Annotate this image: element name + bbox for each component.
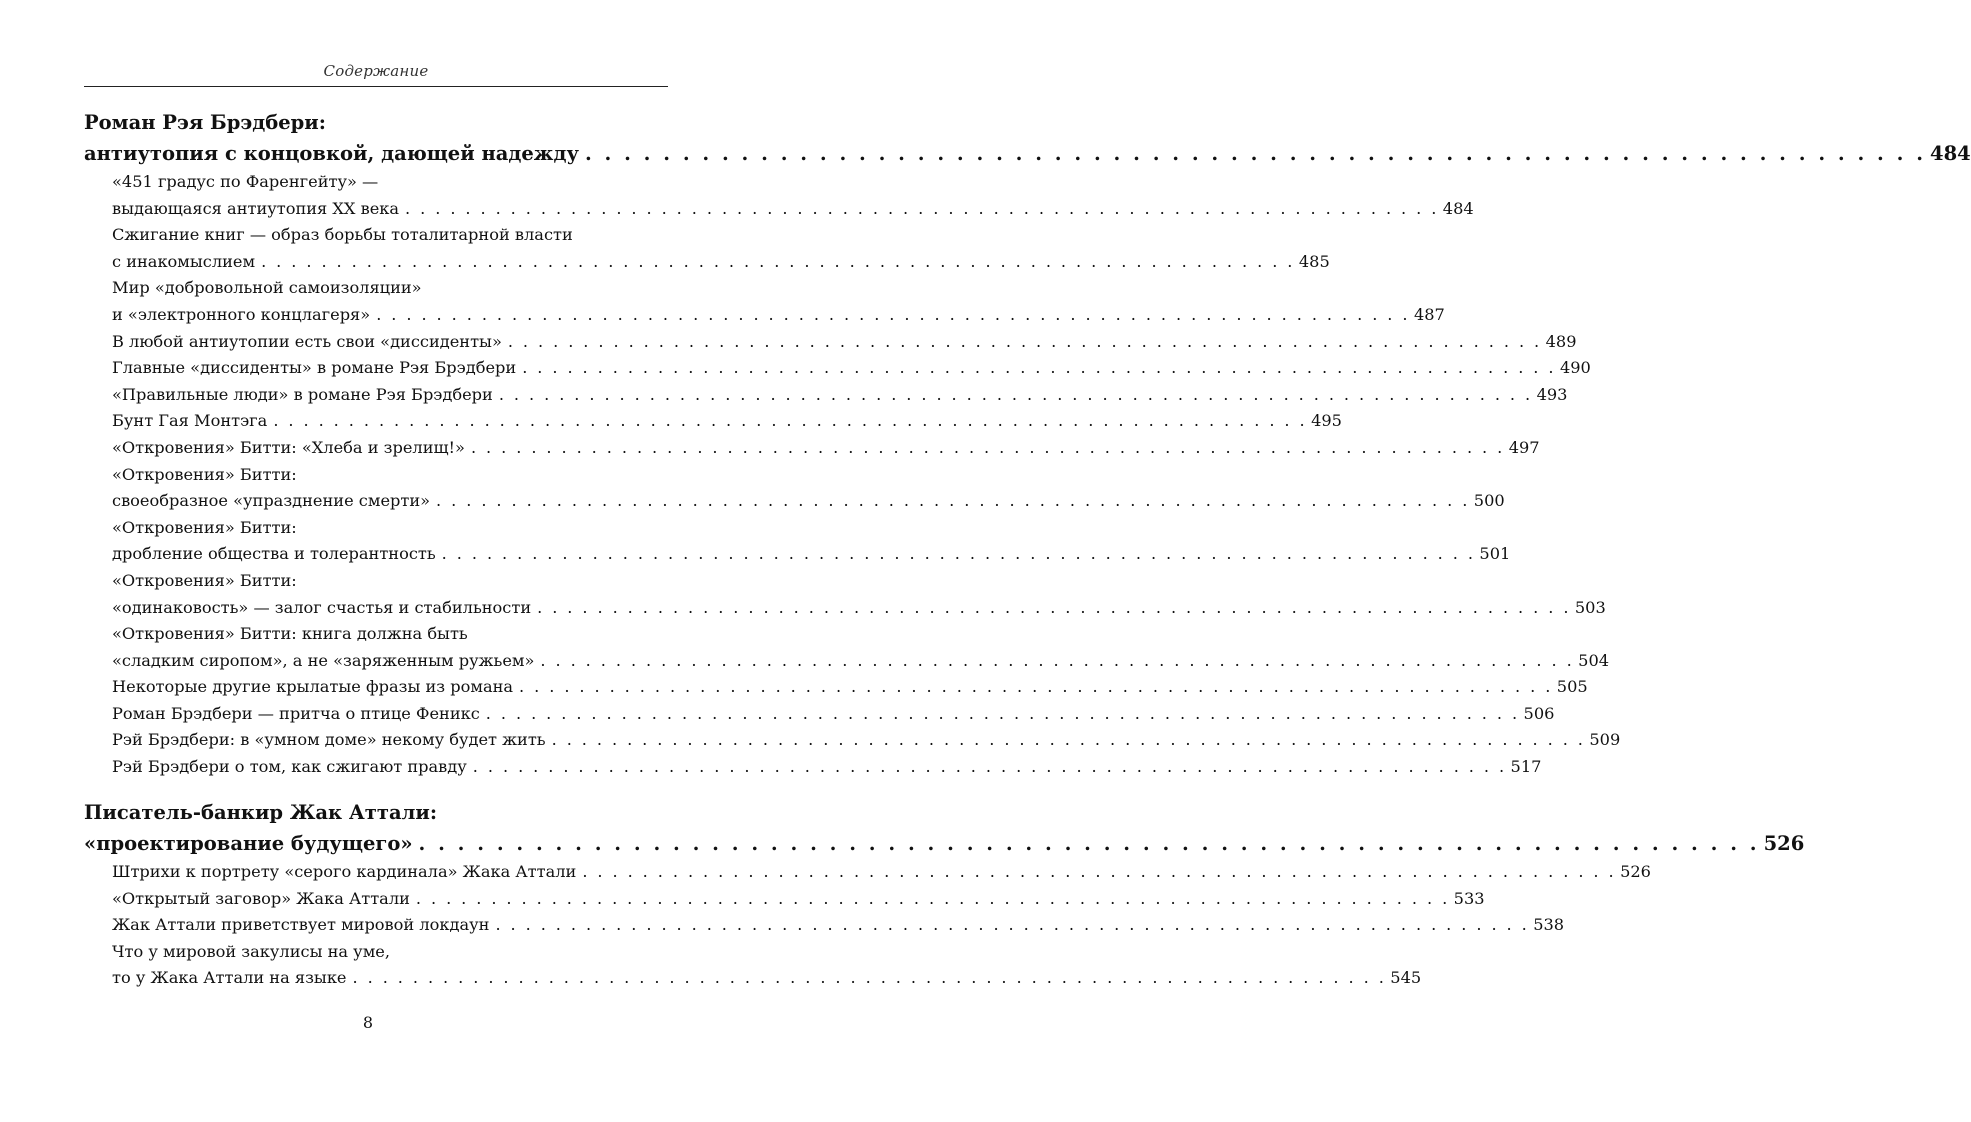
toc-entry-line: [112, 382, 1568, 409]
dot-leader: . . . . . . . . . . . . . . . . . . . . . . . . . . . . . . . . . . . . . . . . . . . . . . . . . . . . . . . . . . . . . . . . . . . . .: [584, 142, 1927, 165]
chapter-heading-text: «проектирование будущего»: [84, 832, 413, 855]
toc-entry-line: [112, 595, 1606, 622]
toc-entry-line: [112, 886, 1485, 913]
dot-leader: . . . . . . . . . . . . . . . . . . . . . . . . . . . . . . . . . . . . . . . . . . . . . . . . . . . . . . . . . . . . . . . . . . . . .: [405, 198, 1439, 218]
toc-entry: [84, 859, 1651, 886]
toc-entry-line: [112, 621, 668, 648]
toc-entry: [84, 939, 1422, 992]
toc-entry: [84, 408, 1342, 435]
chapter-heading: [84, 797, 1805, 859]
toc-section: [84, 107, 1971, 781]
toc-entry: [84, 435, 1540, 462]
toc-entry-text: «одинаковость» — залог счастья и стабильности: [112, 597, 532, 617]
toc-entry-text: выдающаяся антиутопия XX века: [112, 198, 400, 218]
toc-entry-text: Сжигание книг — образ борьбы тоталитарной власти: [112, 225, 573, 245]
toc-entry-page: 545: [1390, 968, 1422, 988]
toc-entry-page: 487: [1413, 304, 1445, 324]
toc-entry-text: Что у мировой закулисы на уме,: [112, 941, 391, 961]
toc-entry-line: [112, 912, 1565, 939]
toc-entry: [84, 462, 1505, 515]
toc-section: [84, 797, 1805, 992]
toc-entry: [84, 515, 1511, 568]
toc-entry-line: [112, 169, 668, 196]
toc-entry: [84, 674, 1588, 701]
toc-entry: [84, 169, 1474, 222]
dot-leader: . . . . . . . . . . . . . . . . . . . . . . . . . . . . . . . . . . . . . . . . . . . . . . . . . . . . . . . . . . . . . . . . . . . . .: [441, 544, 1476, 564]
toc-entry-line: [112, 515, 668, 542]
page-number: 8: [362, 1013, 374, 1032]
toc-entry-text: «Откровения» Битти:: [112, 570, 297, 590]
toc-entry-line: [112, 939, 668, 966]
toc-entry-line: [112, 462, 668, 489]
dot-leader: . . . . . . . . . . . . . . . . . . . . . . . . . . . . . . . . . . . . . . . . . . . . . . . . . . . . . . . . . . . . . . . . . . . . .: [537, 597, 1571, 617]
toc-entry-text: «Откровения» Битти: книга должна быть: [112, 624, 468, 644]
toc-entry-line: [112, 648, 1610, 675]
chapter-heading-line: [84, 828, 1805, 859]
toc-entry-line: [112, 329, 1577, 356]
toc-entry: [84, 355, 1591, 382]
toc-entry-page: 501: [1479, 544, 1511, 564]
toc-entry-page: 506: [1523, 703, 1555, 723]
toc-entry-text: Рэй Брэдбери: в «умном доме» некому будет жить: [112, 730, 546, 750]
toc-entry-page: 493: [1536, 384, 1568, 404]
chapter-heading-text: антиутопия с концовкой, дающей надежду: [84, 142, 579, 165]
toc-entry-line: [112, 568, 668, 595]
toc-entry-line: [112, 965, 1422, 992]
dot-leader: . . . . . . . . . . . . . . . . . . . . . . . . . . . . . . . . . . . . . . . . . . . . . . . . . . . . . . . . . . . . . . . . . . . . .: [273, 411, 1308, 431]
toc-entry-line: [112, 196, 1474, 223]
toc-entry: [84, 382, 1568, 409]
toc-entry-text: «Откровения» Битти: «Хлеба и зрелищ!»: [112, 437, 465, 457]
toc-entry-page: 484: [1442, 198, 1474, 218]
dot-leader: . . . . . . . . . . . . . . . . . . . . . . . . . . . . . . . . . . . . . . . . . . . . . . . . . . . . . . . . . . . . . . . . . . . . .: [519, 677, 1553, 697]
toc-entry-text: «451 градус по Фаренгейту» —: [112, 172, 379, 191]
toc-entry-text: «Откровения» Битти:: [112, 464, 297, 484]
toc-entry: [84, 621, 1610, 674]
toc-entry-page: 490: [1559, 358, 1591, 378]
header-rule: [84, 86, 668, 87]
toc-entry-line: [112, 222, 668, 249]
toc-entry-line: [112, 435, 1540, 462]
toc-entry: [84, 727, 1621, 754]
dot-leader: . . . . . . . . . . . . . . . . . . . . . . . . . . . . . . . . . . . . . . . . . . . . . . . . . . . . . . . . . . . . . . . . . . . . .: [418, 832, 1760, 855]
toc-entry-page: 533: [1453, 888, 1485, 908]
toc-entry-line: [112, 275, 668, 302]
dot-leader: . . . . . . . . . . . . . . . . . . . . . . . . . . . . . . . . . . . . . . . . . . . . . . . . . . . . . . . . . . . . . . . . . . . . .: [507, 331, 1542, 351]
toc-entry: [84, 275, 1445, 328]
toc-entry-page: 489: [1545, 331, 1577, 351]
toc-entry-text: и «электронного концлагеря»: [112, 304, 371, 324]
chapter-heading-line: [84, 138, 1971, 169]
chapter-heading-page: 526: [1763, 832, 1805, 855]
toc-entry-page: 503: [1574, 597, 1606, 617]
toc-entry: [84, 912, 1565, 939]
running-head: Содержание: [323, 62, 429, 80]
dot-leader: . . . . . . . . . . . . . . . . . . . . . . . . . . . . . . . . . . . . . . . . . . . . . . . . . . . . . . . . . . . . . . . . . . . . .: [472, 757, 1507, 777]
toc-entry-text: Рэй Брэдбери о том, как сжигают правду: [112, 757, 467, 777]
toc-entry-page: 504: [1578, 650, 1610, 670]
toc-entry-text: своеобразное «упразднение смерти»: [112, 491, 431, 511]
toc-entry: [84, 701, 1555, 728]
dot-leader: . . . . . . . . . . . . . . . . . . . . . . . . . . . . . . . . . . . . . . . . . . . . . . . . . . . . . . . . . . . . . . . . . . . . .: [261, 251, 1295, 271]
chapter-heading-text: Писатель-банкир Жак Аттали:: [84, 801, 438, 824]
dot-leader: . . . . . . . . . . . . . . . . . . . . . . . . . . . . . . . . . . . . . . . . . . . . . . . . . . . . . . . . . . . . . . . . . . . . .: [352, 968, 1387, 988]
toc-entry-text: «Откровения» Битти:: [112, 517, 297, 537]
toc-entry-text: В любой антиутопии есть свои «диссиденты»: [112, 331, 502, 351]
dot-leader: . . . . . . . . . . . . . . . . . . . . . . . . . . . . . . . . . . . . . . . . . . . . . . . . . . . . . . . . . . . . . . . . . . . . .: [415, 888, 1450, 908]
toc-entry-text: Некоторые другие крылатые фразы из романа: [112, 677, 514, 697]
dot-leader: . . . . . . . . . . . . . . . . . . . . . . . . . . . . . . . . . . . . . . . . . . . . . . . . . . . . . . . . . . . . . . . . . . . . .: [436, 491, 1470, 511]
toc-entry-page: 538: [1533, 915, 1565, 935]
toc-entry-text: Бунт Гая Монтэга: [112, 411, 268, 431]
toc-entry-page: 505: [1556, 677, 1588, 697]
dot-leader: . . . . . . . . . . . . . . . . . . . . . . . . . . . . . . . . . . . . . . . . . . . . . . . . . . . . . . . . . . . . . . . . . . . . .: [540, 650, 1575, 670]
toc-entry-line: [112, 408, 1342, 435]
toc-entry-line: [112, 302, 1445, 329]
toc-entry-text: «сладким сиропом», а не «заряженным ружьем»: [112, 650, 535, 670]
toc-entry-text: с инакомыслием: [112, 251, 256, 271]
toc-entry-text: Жак Аттали приветствует мировой локдаун: [112, 915, 490, 935]
toc-entry-line: [112, 355, 1591, 382]
toc-entry-line: [112, 701, 1555, 728]
toc-entry-line: [112, 754, 1542, 781]
toc-entry-line: [112, 488, 1505, 515]
chapter-heading-line: [84, 107, 668, 138]
toc-entry-line: [112, 727, 1621, 754]
dot-leader: . . . . . . . . . . . . . . . . . . . . . . . . . . . . . . . . . . . . . . . . . . . . . . . . . . . . . . . . . . . . . . . . . . . . .: [551, 730, 1586, 750]
toc-entry-line: [112, 541, 1511, 568]
toc-entry-text: «Открытый заговор» Жака Аттали: [112, 888, 410, 908]
toc-entry-page: 500: [1473, 491, 1505, 511]
toc-entry: [84, 886, 1485, 913]
toc-entry: [84, 754, 1542, 781]
dot-leader: . . . . . . . . . . . . . . . . . . . . . . . . . . . . . . . . . . . . . . . . . . . . . . . . . . . . . . . . . . . . . . . . . . . . .: [470, 437, 1505, 457]
toc-entry-line: [112, 859, 1651, 886]
chapter-heading-line: [84, 797, 668, 828]
dot-leader: . . . . . . . . . . . . . . . . . . . . . . . . . . . . . . . . . . . . . . . . . . . . . . . . . . . . . . . . . . . . . . . . . . . . .: [495, 915, 1530, 935]
chapter-heading-page: 484: [1930, 142, 1971, 165]
toc-entry-page: 497: [1508, 437, 1540, 457]
toc-entry-text: то у Жака Аттали на языке: [112, 968, 347, 988]
toc-entry-page: 485: [1298, 251, 1330, 271]
toc-entry-page: 517: [1510, 757, 1542, 777]
toc-entry-text: Штрихи к портрету «серого кардинала» Жака Аттали: [112, 862, 577, 881]
toc-entry-text: дробление общества и толерантность: [112, 544, 436, 564]
chapter-heading-text: Роман Рэя Брэдбери:: [84, 111, 326, 134]
dot-leader: . . . . . . . . . . . . . . . . . . . . . . . . . . . . . . . . . . . . . . . . . . . . . . . . . . . . . . . . . . . . . . . . . . . . .: [376, 304, 1410, 324]
dot-leader: . . . . . . . . . . . . . . . . . . . . . . . . . . . . . . . . . . . . . . . . . . . . . . . . . . . . . . . . . . . . . . . . . . . . .: [485, 703, 1520, 723]
dot-leader: . . . . . . . . . . . . . . . . . . . . . . . . . . . . . . . . . . . . . . . . . . . . . . . . . . . . . . . . . . . . . . . . . . . . .: [522, 358, 1556, 378]
toc-entry-text: Роман Брэдбери — притча о птице Феникс: [112, 703, 480, 723]
toc-entry-text: Мир «добровольной самоизоляции»: [112, 278, 422, 298]
toc-entry-page: 526: [1620, 862, 1651, 881]
toc-entry-text: Главные «диссиденты» в романе Рэя Брэдбери: [112, 358, 517, 378]
toc-entry-line: [112, 249, 1330, 276]
toc-entry-page: 509: [1589, 730, 1621, 750]
toc-entry-page: 495: [1311, 411, 1342, 431]
dot-leader: . . . . . . . . . . . . . . . . . . . . . . . . . . . . . . . . . . . . . . . . . . . . . . . . . . . . . . . . . . . . . . . . . . . . .: [498, 384, 1533, 404]
dot-leader: . . . . . . . . . . . . . . . . . . . . . . . . . . . . . . . . . . . . . . . . . . . . . . . . . . . . . . . . . . . . . . . . . . . . .: [582, 862, 1617, 881]
toc-entry: [84, 568, 1606, 621]
toc-entry: [84, 329, 1577, 356]
toc-entry-line: [112, 674, 1588, 701]
toc-entry: [84, 222, 1330, 275]
toc-entry-text: «Правильные люди» в романе Рэя Брэдбери: [112, 384, 493, 404]
chapter-heading: [84, 107, 1971, 169]
